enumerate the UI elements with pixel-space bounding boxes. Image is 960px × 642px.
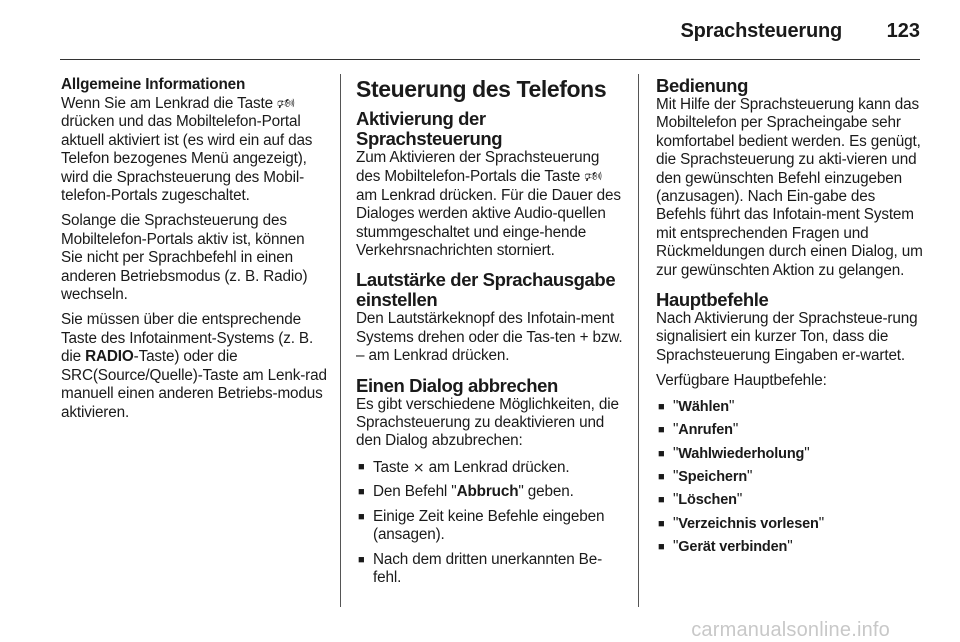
quote-mark: " <box>732 421 739 439</box>
command-label: Löschen <box>678 492 737 509</box>
bullet: ■ <box>658 447 665 460</box>
command-item <box>656 398 924 416</box>
bullet: ■ <box>658 517 665 530</box>
section-heading-general-info: Allgemeine Informationen <box>61 76 246 93</box>
paragraph <box>356 149 624 260</box>
phone-cancel-icon: ⨯ <box>412 458 425 475</box>
paragraph <box>61 311 329 421</box>
section-heading-activation: Aktivierung der Sprachsteuerung <box>356 108 503 149</box>
command-label: Verzeichnis vorlesen <box>678 515 819 532</box>
bullet: ■ <box>658 541 665 554</box>
phone-voice-icon: 🕬 <box>277 95 295 111</box>
column-3 <box>656 76 924 562</box>
quote-mark: " <box>787 538 793 556</box>
bullet: ■ <box>358 553 365 566</box>
command-label: Anrufen <box>678 422 733 439</box>
list-item-text: Taste <box>373 458 413 476</box>
command-abbruch: Abbruch <box>456 483 519 501</box>
page-number: 123 <box>886 20 920 42</box>
paragraph-text: Sie müssen über die entsprechende Taste des Infotainment-Systems (z. B. die <box>61 311 314 366</box>
list-item <box>356 551 624 588</box>
command-item <box>656 421 924 439</box>
quote-mark: " <box>673 397 679 415</box>
paragraph: Solange die Sprachsteuerung des Mobiltelefon-Portals aktiv ist, können Sie nicht per Sprachbefehl in einen anderen Betriebsmodus (z. B. Radio) wechseln. <box>61 212 308 304</box>
page-header <box>0 0 960 62</box>
command-item <box>656 445 924 463</box>
command-item <box>656 538 924 556</box>
paragraph-text: -Taste) oder die SRC(Source/Quelle)-Taste am Lenk-rad manuell einen anderen Betriebs-modus aktivieren. <box>61 348 327 421</box>
list-item <box>356 483 624 501</box>
watermark: carmanualsonline.info <box>691 619 890 641</box>
quote-mark: " <box>673 538 679 556</box>
column-2 <box>356 76 624 593</box>
page-header-title: Sprachsteuerung <box>680 20 842 42</box>
command-label: Wahlwiederholung <box>678 445 805 462</box>
command-label: Wählen <box>678 398 729 415</box>
paragraph: Den Lautstärkeknopf des Infotain-ment Systems drehen oder die Tas-ten + bzw. – am Lenkrad drücken. <box>356 310 623 365</box>
list-item-text: am Lenkrad drücken. <box>424 458 570 476</box>
paragraph: Verfügbare Hauptbefehle: <box>656 372 827 390</box>
phone-voice-icon: 🕬 <box>584 168 603 185</box>
quote-mark: " <box>673 514 679 532</box>
quote-mark: " <box>673 421 679 439</box>
paragraph-text: Wenn Sie am Lenkrad die Taste <box>61 95 278 112</box>
bullet: ■ <box>658 400 665 413</box>
section-heading-operation: Bedienung <box>656 75 748 96</box>
quote-mark: " <box>673 491 679 509</box>
paragraph: Nach Aktivierung der Sprachsteue-rung signalisiert ein kurzer Ton, dass die Sprachsteuerung Eingaben er-wartet. <box>656 310 918 364</box>
paragraph-text: Zum Aktivieren der Sprachsteuerung des Mobiltelefon-Portals die Taste <box>356 149 600 186</box>
list-item-text: Nach dem dritten unerkannten Be-fehl. <box>373 550 603 586</box>
bullet: ■ <box>658 494 665 507</box>
quote-mark: " <box>747 467 753 485</box>
bullet: ■ <box>658 424 665 437</box>
list-item-text: Den Befehl " <box>373 483 457 501</box>
quote-mark: " <box>728 397 735 415</box>
command-label: Gerät verbinden <box>678 539 788 556</box>
bullet: ■ <box>658 470 665 483</box>
main-heading: Steuerung des Telefons <box>356 76 607 102</box>
bullet: ■ <box>358 460 365 473</box>
quote-mark: " <box>673 444 679 462</box>
list-item <box>356 508 624 545</box>
quote-mark: " <box>818 514 825 532</box>
paragraph: Es gibt verschiedene Möglichkeiten, die Sprachsteuerung zu deaktivieren und den Dialog abzubrechen: <box>356 395 619 450</box>
quote-mark: " <box>804 444 810 462</box>
command-item <box>656 515 924 533</box>
paragraph: Mit Hilfe der Sprachsteuerung kann das Mobiltelefon per Spracheingabe sehr komfortabel bedient werden. Es genügt, die Sprachsteuerung zu akti-vieren und den gewünschten Befehl einzugeben (anzusagen). Nach Ein-gabe des Befehls führt das Infotain-ment System mit entsprechenden Fragen und Rückmeldungen durch einen Dialog, um zur gewünschten Aktion zu gelangen. <box>656 96 923 279</box>
paragraph <box>61 94 329 205</box>
header-divider <box>60 59 920 60</box>
main-commands-list <box>656 398 924 557</box>
column-divider-2 <box>638 74 639 607</box>
paragraph-text: am Lenkrad drücken. Für die Dauer des Dialoges werden aktive Audio-quellen stummgeschaltet und einge-hende Verkehrsnachrichten storniert. <box>356 186 621 260</box>
bullet: ■ <box>358 486 365 499</box>
bullet: ■ <box>358 510 365 523</box>
list-item <box>356 458 624 477</box>
list-item-text: " geben. <box>518 483 574 501</box>
column-divider-1 <box>340 74 341 607</box>
command-label: Speichern <box>678 468 748 485</box>
section-heading-main-commands: Hauptbefehle <box>656 289 769 311</box>
radio-key-label: RADIO <box>85 348 134 366</box>
quote-mark: " <box>736 491 743 509</box>
paragraph-text: drücken und das Mobiltelefon-Portal aktuell aktiviert ist (es wird ein auf das Telefon bezogenes Menü angezeigt), wird die Sprachsteuerung des Mobil-telefon-Portals zugeschaltet. <box>61 113 313 205</box>
command-item <box>656 491 924 509</box>
command-item <box>656 468 924 486</box>
column-1 <box>61 76 329 429</box>
section-heading-cancel-dialog: Einen Dialog abbrechen <box>356 374 558 396</box>
section-heading-volume: Lautstärke der Sprachausgabe einstellen <box>356 269 616 311</box>
quote-mark: " <box>673 467 679 485</box>
list-item-text: Einige Zeit keine Befehle eingeben (ansagen). <box>373 507 605 544</box>
cancel-options-list <box>356 458 624 587</box>
